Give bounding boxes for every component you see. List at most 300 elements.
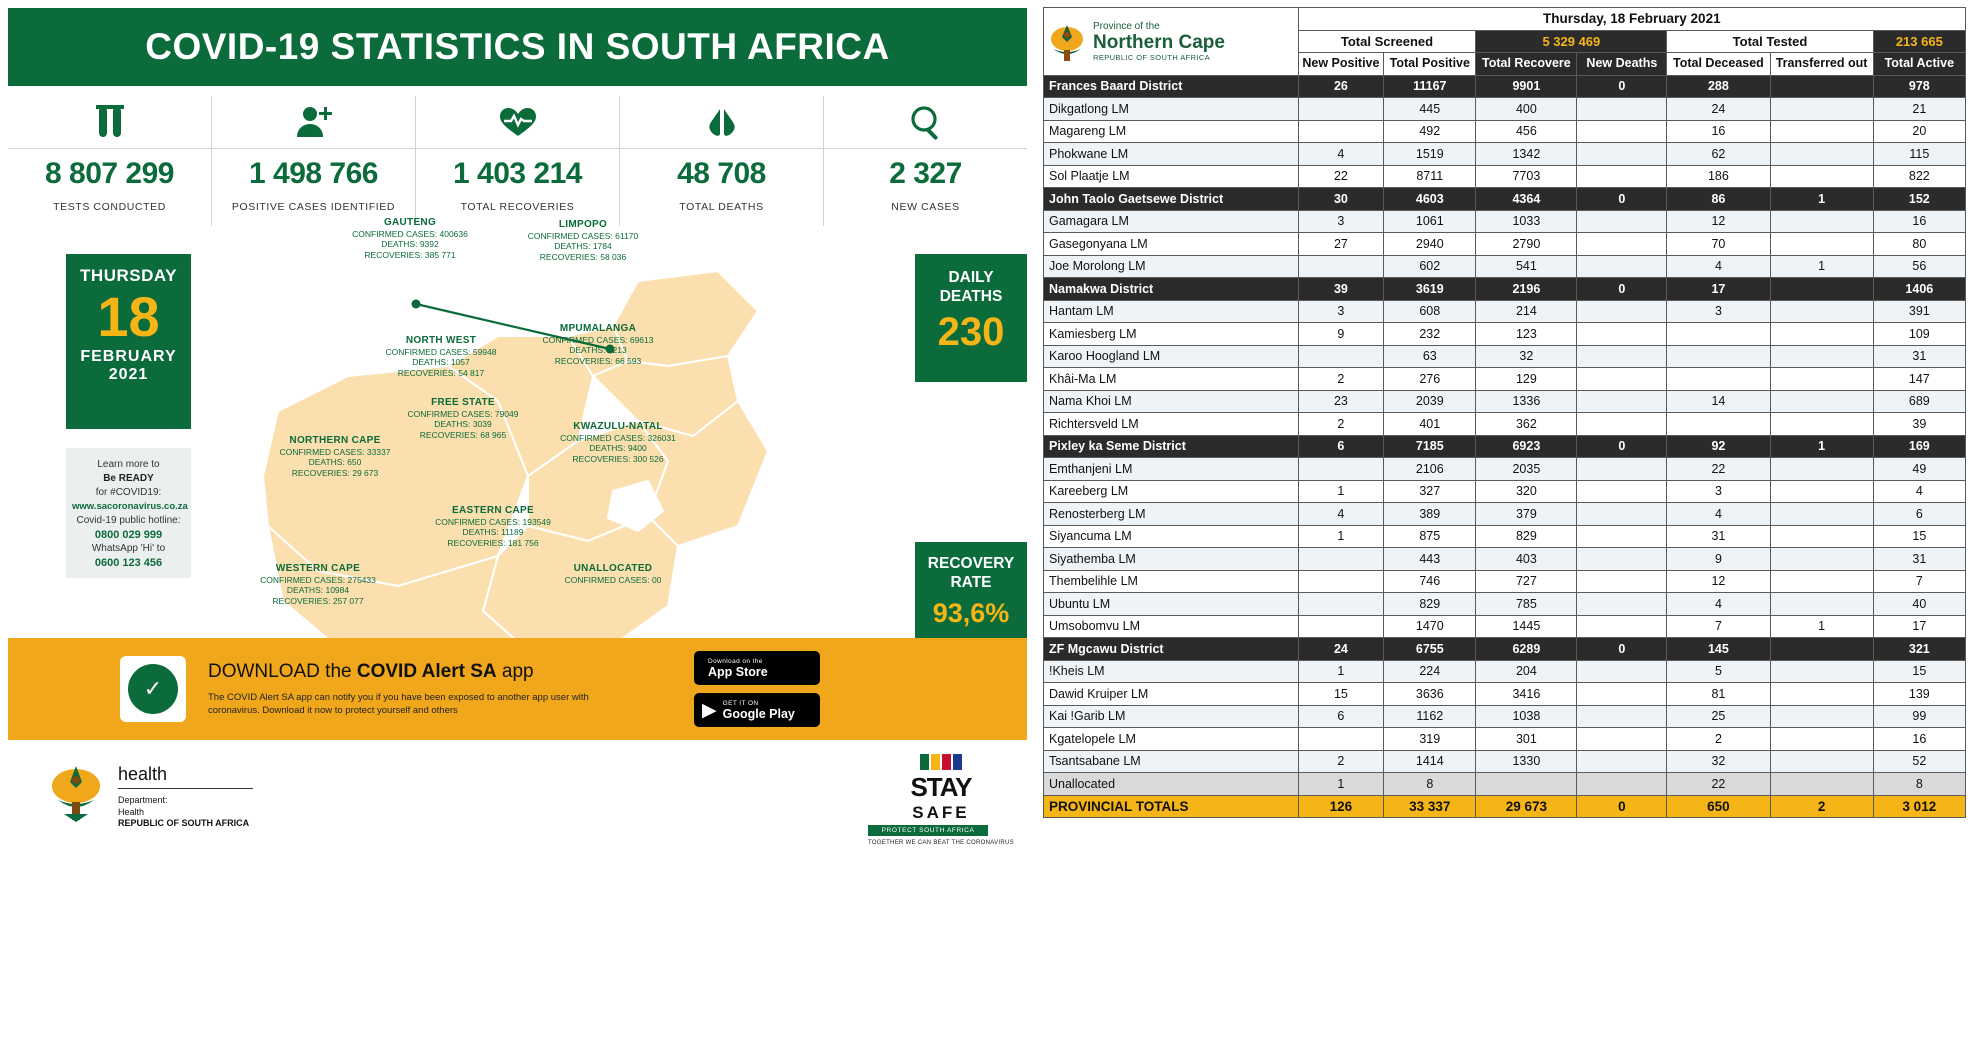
cell-total-deceased <box>1667 323 1770 346</box>
nc-logo-line-2: Northern Cape <box>1093 31 1225 53</box>
covid-alert-app-icon <box>120 656 186 722</box>
cell-new-positive: 9 <box>1298 323 1384 346</box>
cell-new-positive: 23 <box>1298 390 1384 413</box>
daily-deaths-value: 230 <box>937 310 1005 354</box>
municipality-row <box>1044 323 1966 346</box>
cell-total-recovere: 400 <box>1476 98 1577 121</box>
table-report-date: Thursday, 18 February 2021 <box>1298 8 1965 31</box>
municipality-row <box>1044 233 1966 256</box>
row-name: Siyathemba LM <box>1044 548 1299 571</box>
cell-new-deaths: 0 <box>1577 795 1667 818</box>
cell-total-active: 115 <box>1873 143 1965 166</box>
cell-total-deceased: 145 <box>1667 638 1770 661</box>
cell-new-positive <box>1298 548 1384 571</box>
cell-transferred-out: 1 <box>1770 435 1873 458</box>
cell-total-deceased: 12 <box>1667 570 1770 593</box>
cell-transferred-out <box>1770 660 1873 683</box>
cell-total-deceased: 186 <box>1667 165 1770 188</box>
cell-new-deaths <box>1577 233 1667 256</box>
cell-new-deaths <box>1577 503 1667 526</box>
cell-transferred-out: 2 <box>1770 795 1873 818</box>
date-day-of-week: THURSDAY <box>80 266 177 285</box>
cell-transferred-out <box>1770 120 1873 143</box>
cell-total-active: 52 <box>1873 750 1965 773</box>
cell-total-positive: 1470 <box>1384 615 1476 638</box>
cell-new-deaths <box>1577 548 1667 571</box>
map-label-free-state: FREE STATE CONFIRMED CASES: 79049 DEATHS: 3039 RECOVERIES: 68 965 <box>407 397 519 440</box>
cell-new-deaths <box>1577 368 1667 391</box>
flag-stripes-icon <box>868 754 1014 770</box>
cell-total-recovere: 301 <box>1476 728 1577 751</box>
cell-new-positive: 1 <box>1298 660 1384 683</box>
stay-text: STAY <box>910 772 972 802</box>
stat-label: NEW CASES <box>891 201 960 213</box>
cell-transferred-out <box>1770 593 1873 616</box>
stat-label: TOTAL RECOVERIES <box>460 201 575 213</box>
municipality-row <box>1044 368 1966 391</box>
cell-new-deaths <box>1577 255 1667 278</box>
row-name: Dawid Kruiper LM <box>1044 683 1299 706</box>
cell-total-recovere: 379 <box>1476 503 1577 526</box>
cell-transferred-out <box>1770 368 1873 391</box>
app-download-band <box>8 638 1027 740</box>
cell-total-active: 39 <box>1873 413 1965 436</box>
row-name: Pixley ka Seme District <box>1044 435 1299 458</box>
cell-transferred-out <box>1770 323 1873 346</box>
play-triangle-icon: ▶ <box>702 699 717 721</box>
municipality-row <box>1044 210 1966 233</box>
cell-total-recovere: 4364 <box>1476 188 1577 211</box>
cell-total-positive: 33 337 <box>1384 795 1476 818</box>
cell-total-positive: 1414 <box>1384 750 1476 773</box>
app-store-small: Download on the <box>708 657 763 665</box>
cell-transferred-out <box>1770 458 1873 481</box>
municipality-row <box>1044 458 1966 481</box>
cell-new-positive <box>1298 570 1384 593</box>
cell-total-deceased: 7 <box>1667 615 1770 638</box>
row-name: Kareeberg LM <box>1044 480 1299 503</box>
cell-total-recovere: 6923 <box>1476 435 1577 458</box>
cell-new-deaths <box>1577 390 1667 413</box>
cell-total-positive: 608 <box>1384 300 1476 323</box>
test-tubes-icon <box>87 100 133 146</box>
coronavirus-website-link[interactable]: www.sacoronavirus.co.za <box>72 501 188 512</box>
table-header-row-1 <box>1044 8 1966 31</box>
cell-total-positive: 2039 <box>1384 390 1476 413</box>
cell-total-positive: 3636 <box>1384 683 1476 706</box>
cell-total-positive: 11167 <box>1384 75 1476 98</box>
cell-total-active: 99 <box>1873 705 1965 728</box>
northern-cape-table-panel <box>1035 0 1978 1044</box>
nc-logo-line-1: Province of the <box>1093 20 1160 32</box>
row-name: !Kheis LM <box>1044 660 1299 683</box>
row-name: Renosterberg LM <box>1044 503 1299 526</box>
row-name: ZF Mgcawu District <box>1044 638 1299 661</box>
cell-total-deceased: 92 <box>1667 435 1770 458</box>
footer <box>8 750 1027 846</box>
cell-total-active: 4 <box>1873 480 1965 503</box>
cell-total-deceased: 31 <box>1667 525 1770 548</box>
map-label-mpumalanga: MPUMALANGA CONFIRMED CASES: 69613 DEATHS: 1213 RECOVERIES: 66 593 <box>542 323 654 366</box>
cell-new-positive: 4 <box>1298 503 1384 526</box>
cell-total-deceased: 81 <box>1667 683 1770 706</box>
municipality-row <box>1044 345 1966 368</box>
app-icon-glyph: ✓ <box>128 664 178 714</box>
row-name: Frances Baard District <box>1044 75 1299 98</box>
cell-total-deceased: 24 <box>1667 98 1770 121</box>
row-name: Richtersveld LM <box>1044 413 1299 436</box>
app-store-big: App Store <box>708 664 768 679</box>
municipality-row <box>1044 480 1966 503</box>
row-name: Thembelihle LM <box>1044 570 1299 593</box>
cell-total-active: 109 <box>1873 323 1965 346</box>
cell-total-deceased: 12 <box>1667 210 1770 233</box>
stat-rule <box>416 148 619 149</box>
cell-total-deceased: 25 <box>1667 705 1770 728</box>
map-label-kwazulu-natal: KWAZULU-NATAL CONFIRMED CASES: 326031 DEATHS: 9400 RECOVERIES: 300 526 <box>560 421 676 464</box>
cell-new-deaths <box>1577 323 1667 346</box>
map-label-north-west: NORTH WEST CONFIRMED CASES: 59948 DEATHS: 1057 RECOVERIES: 54 817 <box>385 335 497 378</box>
stat-new-cases <box>824 96 1027 226</box>
row-name: Phokwane LM <box>1044 143 1299 166</box>
heartbeat-icon <box>495 100 541 146</box>
table-body <box>1044 75 1966 818</box>
district-row <box>1044 278 1966 301</box>
municipality-row <box>1044 548 1966 571</box>
whatsapp-label: WhatsApp 'Hi' to <box>91 543 166 554</box>
cell-total-positive: 3619 <box>1384 278 1476 301</box>
cell-transferred-out <box>1770 728 1873 751</box>
cell-total-positive: 389 <box>1384 503 1476 526</box>
stat-label: POSITIVE CASES IDENTIFIED <box>231 201 396 213</box>
cell-total-active: 31 <box>1873 345 1965 368</box>
map-label-eastern-cape: EASTERN CAPE CONFIRMED CASES: 193549 DEATHS: 11189 RECOVERIES: 181 756 <box>435 505 551 548</box>
cell-total-recovere: 1033 <box>1476 210 1577 233</box>
cell-total-positive: 401 <box>1384 413 1476 436</box>
cell-transferred-out <box>1770 773 1873 796</box>
whatsapp-number: 0600 123 456 <box>94 557 163 569</box>
cell-total-active: 822 <box>1873 165 1965 188</box>
learn-more-box <box>66 448 191 578</box>
recovery-rate-label-1: RECOVERY <box>927 555 1015 572</box>
municipality-row <box>1044 683 1966 706</box>
cell-transferred-out <box>1770 98 1873 121</box>
cell-new-deaths <box>1577 570 1667 593</box>
nc-logo-line-3: REPUBLIC OF SOUTH AFRICA <box>1093 52 1211 62</box>
cell-total-active: 16 <box>1873 210 1965 233</box>
cell-total-recovere: 1342 <box>1476 143 1577 166</box>
row-name: Umsobomvu LM <box>1044 615 1299 638</box>
stat-label: TOTAL DEATHS <box>679 201 764 213</box>
cell-total-recovere: 403 <box>1476 548 1577 571</box>
cell-new-deaths <box>1577 593 1667 616</box>
recovery-rate-label-2: RATE <box>950 574 992 591</box>
cell-total-recovere: 1336 <box>1476 390 1577 413</box>
municipality-row <box>1044 705 1966 728</box>
cell-transferred-out <box>1770 165 1873 188</box>
cell-total-active: 152 <box>1873 188 1965 211</box>
row-name: Kgatelopele LM <box>1044 728 1299 751</box>
cell-new-positive: 4 <box>1298 143 1384 166</box>
report-date-box <box>66 254 191 429</box>
row-name: Siyancuma LM <box>1044 525 1299 548</box>
row-name: Gamagara LM <box>1044 210 1299 233</box>
cell-transferred-out <box>1770 503 1873 526</box>
play-store-small: GET IT ON <box>722 699 759 707</box>
south-africa-coat-of-arms-icon <box>48 756 104 824</box>
row-name: Tsantsabane LM <box>1044 750 1299 773</box>
col-total-active: Total Active <box>1873 53 1965 76</box>
map-label-gauteng: GAUTENG CONFIRMED CASES: 400636 DEATHS: 9392 RECOVERIES: 385 771 <box>352 217 468 260</box>
cell-new-positive: 22 <box>1298 165 1384 188</box>
cell-transferred-out <box>1770 413 1873 436</box>
cell-total-positive: 829 <box>1384 593 1476 616</box>
cell-total-positive: 6755 <box>1384 638 1476 661</box>
cell-new-deaths <box>1577 210 1667 233</box>
cell-total-active: 7 <box>1873 570 1965 593</box>
cell-new-deaths <box>1577 300 1667 323</box>
magnifier-icon <box>903 100 949 146</box>
cell-new-positive <box>1298 345 1384 368</box>
cell-total-positive: 875 <box>1384 525 1476 548</box>
cell-new-deaths <box>1577 345 1667 368</box>
cell-new-deaths <box>1577 615 1667 638</box>
group-total-tested: Total Tested <box>1667 30 1873 53</box>
cell-transferred-out <box>1770 480 1873 503</box>
cell-total-positive: 602 <box>1384 255 1476 278</box>
stay-safe-tagline: TOGETHER WE CAN BEAT THE CORONAVIRUS <box>868 840 1014 846</box>
cell-new-deaths <box>1577 143 1667 166</box>
group-total-screened: Total Screened <box>1298 30 1476 53</box>
app-store-button[interactable] <box>694 651 820 685</box>
cell-new-deaths <box>1577 773 1667 796</box>
cell-new-positive <box>1298 615 1384 638</box>
health-wordmark: health <box>118 764 168 784</box>
cell-new-deaths: 0 <box>1577 188 1667 211</box>
cell-total-positive: 63 <box>1384 345 1476 368</box>
row-name: Namakwa District <box>1044 278 1299 301</box>
cell-total-recovere: 727 <box>1476 570 1577 593</box>
recovery-rate-box <box>915 542 1027 642</box>
cell-total-positive: 7185 <box>1384 435 1476 458</box>
cell-total-deceased <box>1667 345 1770 368</box>
summary-stats-row <box>8 96 1027 226</box>
stat-label: TESTS CONDUCTED <box>53 201 166 213</box>
cell-new-deaths: 0 <box>1577 75 1667 98</box>
person-plus-icon <box>291 100 337 146</box>
cell-total-deceased: 4 <box>1667 503 1770 526</box>
cell-total-active: 147 <box>1873 368 1965 391</box>
district-row <box>1044 435 1966 458</box>
cell-new-positive: 27 <box>1298 233 1384 256</box>
municipality-row <box>1044 728 1966 751</box>
daily-deaths-label-2: DEATHS <box>939 288 1003 305</box>
municipality-row <box>1044 615 1966 638</box>
cell-new-deaths: 0 <box>1577 278 1667 301</box>
cell-total-active: 8 <box>1873 773 1965 796</box>
page-title: COVID-19 STATISTICS IN SOUTH AFRICA <box>145 26 890 67</box>
cell-total-active: 391 <box>1873 300 1965 323</box>
cell-new-deaths <box>1577 120 1667 143</box>
row-name: Kai !Garib LM <box>1044 705 1299 728</box>
cell-new-deaths <box>1577 750 1667 773</box>
date-day: 18 <box>97 285 160 348</box>
cell-total-recovere: 320 <box>1476 480 1577 503</box>
cell-total-active: 321 <box>1873 638 1965 661</box>
stat-rule <box>8 148 211 149</box>
app-download-paragraph: The COVID Alert SA app can notify you if you have been exposed to another app user with coronavirus. Download it now to protect yourself and others <box>208 692 589 716</box>
praying-hands-icon <box>699 100 745 146</box>
cell-total-active: 169 <box>1873 435 1965 458</box>
cell-total-positive: 2106 <box>1384 458 1476 481</box>
row-name: Karoo Hoogland LM <box>1044 345 1299 368</box>
cell-total-positive: 224 <box>1384 660 1476 683</box>
dept-line-1: Department: <box>118 795 168 805</box>
cell-total-deceased: 288 <box>1667 75 1770 98</box>
cell-total-deceased: 22 <box>1667 458 1770 481</box>
cell-new-positive: 2 <box>1298 750 1384 773</box>
cell-total-active: 15 <box>1873 525 1965 548</box>
cell-new-positive: 3 <box>1298 210 1384 233</box>
cell-new-positive: 6 <box>1298 705 1384 728</box>
store-badges <box>694 651 820 727</box>
cell-total-active: 20 <box>1873 120 1965 143</box>
cell-new-positive: 2 <box>1298 368 1384 391</box>
cell-total-positive: 8711 <box>1384 165 1476 188</box>
cell-new-deaths <box>1577 98 1667 121</box>
row-name: Magareng LM <box>1044 120 1299 143</box>
cell-total-positive: 319 <box>1384 728 1476 751</box>
municipality-row <box>1044 660 1966 683</box>
cell-transferred-out: 1 <box>1770 255 1873 278</box>
cell-total-deceased: 3 <box>1667 480 1770 503</box>
row-name: Gasegonyana LM <box>1044 233 1299 256</box>
cell-new-deaths <box>1577 413 1667 436</box>
cell-total-recovere: 829 <box>1476 525 1577 548</box>
cell-transferred-out <box>1770 683 1873 706</box>
cell-total-recovere: 1330 <box>1476 750 1577 773</box>
municipality-row <box>1044 593 1966 616</box>
stat-positive-cases <box>212 96 416 226</box>
cell-new-deaths <box>1577 525 1667 548</box>
cell-total-positive: 232 <box>1384 323 1476 346</box>
safe-text: SAFE <box>912 803 970 822</box>
cell-total-recovere: 3416 <box>1476 683 1577 706</box>
cell-total-positive: 445 <box>1384 98 1476 121</box>
learn-line-3: for #COVID19: <box>95 487 162 498</box>
municipality-row <box>1044 300 1966 323</box>
cell-new-positive: 1 <box>1298 480 1384 503</box>
cell-total-deceased: 22 <box>1667 773 1770 796</box>
cell-total-active: 978 <box>1873 75 1965 98</box>
cell-total-positive: 4603 <box>1384 188 1476 211</box>
health-rule <box>118 788 253 789</box>
municipality-row <box>1044 570 1966 593</box>
cell-new-deaths <box>1577 705 1667 728</box>
map-label-western-cape: WESTERN CAPE CONFIRMED CASES: 275433 DEATHS: 10984 RECOVERIES: 257 077 <box>260 563 376 606</box>
cell-total-active: 1406 <box>1873 278 1965 301</box>
stat-value: 8 807 299 <box>45 157 174 190</box>
row-name: Nama Khoi LM <box>1044 390 1299 413</box>
col-new-deaths: New Deaths <box>1577 53 1667 76</box>
recovery-rate-value: 93,6% <box>932 598 1010 628</box>
cell-total-active: 17 <box>1873 615 1965 638</box>
cell-total-positive: 2940 <box>1384 233 1476 256</box>
cell-new-positive: 39 <box>1298 278 1384 301</box>
cell-new-positive: 15 <box>1298 683 1384 706</box>
cell-total-deceased: 62 <box>1667 143 1770 166</box>
cell-total-active: 40 <box>1873 593 1965 616</box>
cell-total-active: 56 <box>1873 255 1965 278</box>
stat-value: 1 403 214 <box>453 157 582 190</box>
cell-total-deceased: 4 <box>1667 593 1770 616</box>
col-new-positive: New Positive <box>1298 53 1384 76</box>
cell-new-positive: 30 <box>1298 188 1384 211</box>
cell-total-recovere: 214 <box>1476 300 1577 323</box>
cell-total-positive: 276 <box>1384 368 1476 391</box>
stay-safe-logo <box>868 754 1014 846</box>
cell-total-recovere: 362 <box>1476 413 1577 436</box>
stat-total-recoveries <box>416 96 620 226</box>
municipality-row <box>1044 503 1966 526</box>
col-total-deceased: Total Deceased <box>1667 53 1770 76</box>
cell-transferred-out <box>1770 278 1873 301</box>
cell-total-recovere: 32 <box>1476 345 1577 368</box>
app-download-text <box>208 661 608 717</box>
date-month: FEBRUARY <box>80 348 177 365</box>
row-name: Khâi-Ma LM <box>1044 368 1299 391</box>
cell-new-positive <box>1298 98 1384 121</box>
cell-transferred-out <box>1770 570 1873 593</box>
google-play-button[interactable] <box>694 693 820 727</box>
cell-transferred-out <box>1770 750 1873 773</box>
map-label-northern-cape: NORTHERN CAPE CONFIRMED CASES: 33337 DEATHS: 650 RECOVERIES: 29 673 <box>279 435 391 478</box>
municipality-row <box>1044 255 1966 278</box>
cell-total-recovere: 456 <box>1476 120 1577 143</box>
cell-total-deceased: 4 <box>1667 255 1770 278</box>
municipality-row <box>1044 525 1966 548</box>
map-label-unallocated: UNALLOCATED CONFIRMED CASES: 00 <box>564 563 662 585</box>
dept-line-2: Health <box>118 807 145 817</box>
unallocated-row <box>1044 773 1966 796</box>
cell-total-positive: 8 <box>1384 773 1476 796</box>
cell-total-recovere: 2035 <box>1476 458 1577 481</box>
col-transferred-out: Transferred out <box>1770 53 1873 76</box>
cell-total-active: 16 <box>1873 728 1965 751</box>
cell-new-deaths <box>1577 683 1667 706</box>
row-name: Hantam LM <box>1044 300 1299 323</box>
stat-value: 2 327 <box>889 157 962 190</box>
hotline-number: 0800 029 999 <box>94 529 163 541</box>
cell-total-active: 49 <box>1873 458 1965 481</box>
cell-total-deceased: 16 <box>1667 120 1770 143</box>
cell-transferred-out <box>1770 705 1873 728</box>
district-row <box>1044 638 1966 661</box>
group-total-tested-value: 213 665 <box>1873 30 1965 53</box>
daily-deaths-box <box>915 254 1027 382</box>
cell-total-positive: 327 <box>1384 480 1476 503</box>
cell-total-deceased: 86 <box>1667 188 1770 211</box>
cell-total-recovere: 9901 <box>1476 75 1577 98</box>
cell-transferred-out <box>1770 210 1873 233</box>
cell-total-active: 139 <box>1873 683 1965 706</box>
cell-total-recovere: 6289 <box>1476 638 1577 661</box>
municipality-row <box>1044 98 1966 121</box>
cell-new-positive <box>1298 728 1384 751</box>
protect-south-africa-bar: PROTECT SOUTH AFRICA <box>868 825 988 836</box>
cell-total-recovere: 129 <box>1476 368 1577 391</box>
cell-new-positive: 126 <box>1298 795 1384 818</box>
